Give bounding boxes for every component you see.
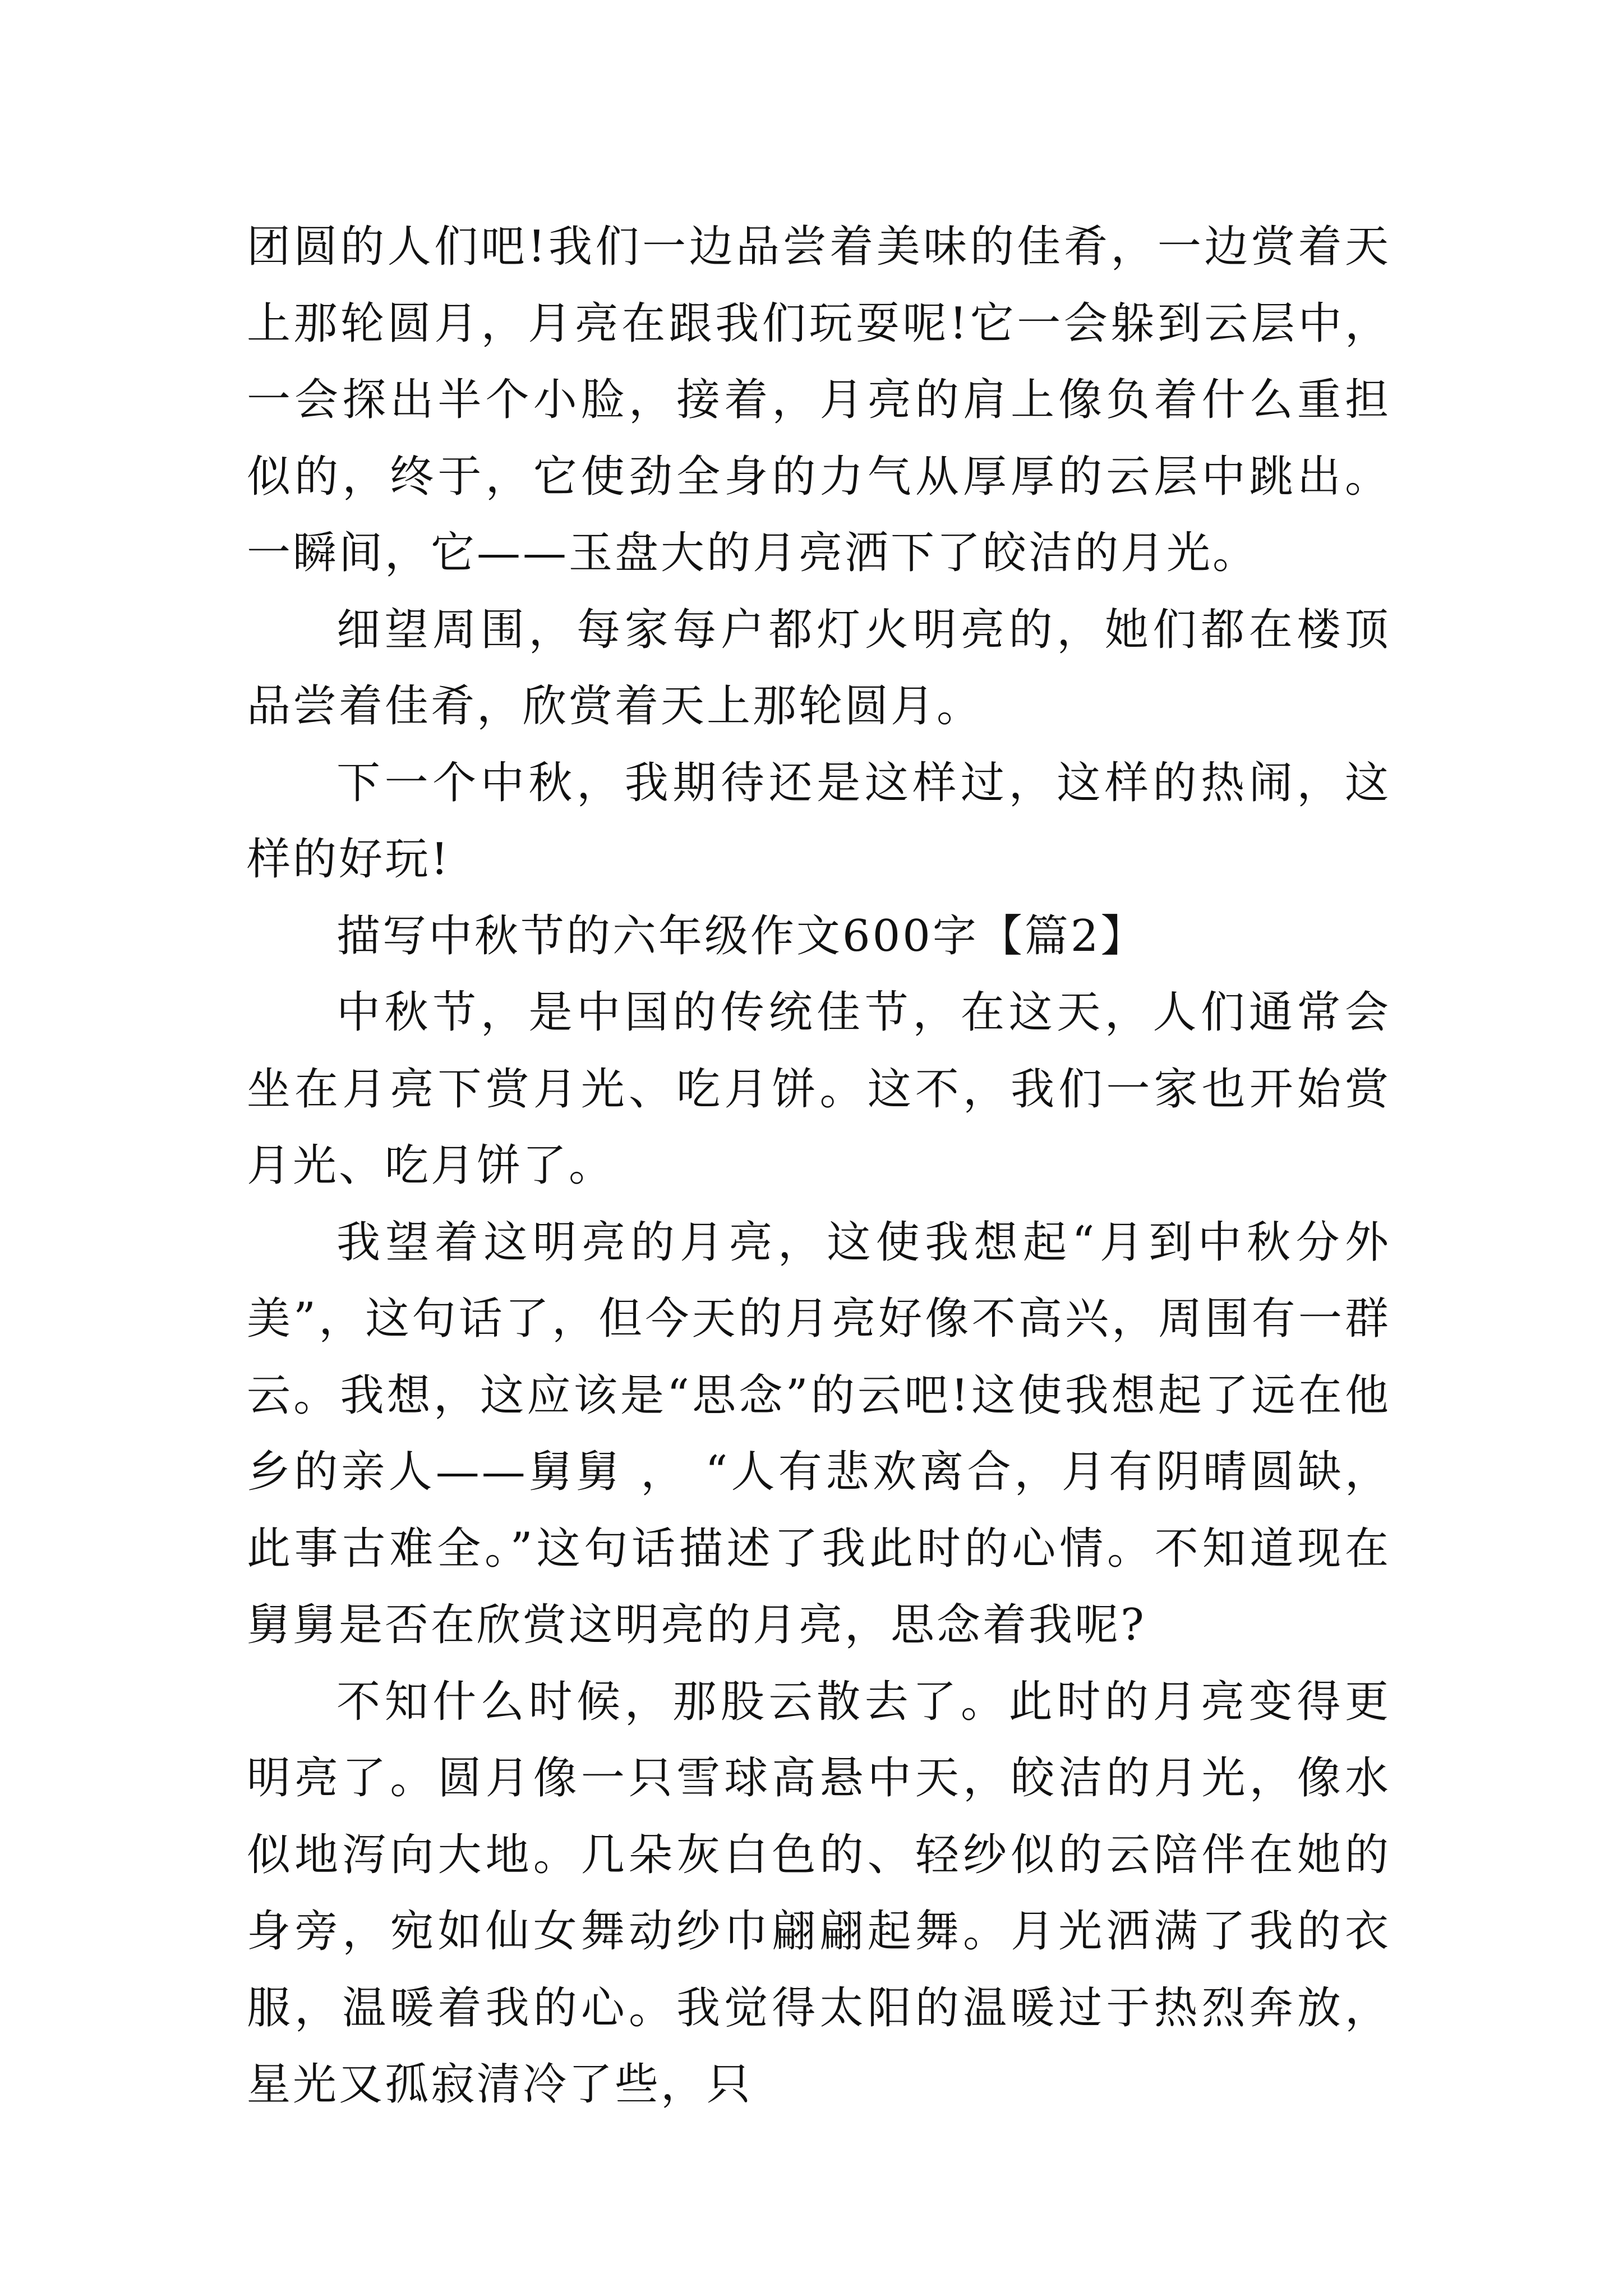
essay-title-part-2: 描写中秋节的六年级作文600字【篇2】 [336,910,1147,961]
paragraph-intro: 中秋节，是中国的传统佳节，在这天，人们通常会坐在月亮下赏月光、吃月饼。这不，我们一家也开始赏月光、吃月饼了。 [247,987,1391,1191]
paragraph-next-midautumn: 下一个中秋，我期待还是这样过，这样的热闹，这样的好玩! [247,757,1391,885]
paragraph-bright-moon: 不知什么时候，那股云散去了。此时的月亮变得更明亮了。圆月像一只雪球高悬中天，皎洁的月光，像水似地泻向大地。几朵灰白色的、轻纱似的云陪伴在她的身旁，宛如仙女舞动纱巾翩翩起舞。月光洒满了我的衣服，温暖着我的心。我觉得太阳的温暖过于热烈奔放，星光又孤寂清冷了些，只 [247,1676,1391,2110]
paragraph-surroundings: 细望周围，每家每户都灯火明亮的，她们都在楼顶品尝着佳肴，欣赏着天上那轮圆月。 [247,604,1391,731]
essay-body [247,209,1391,2123]
paragraph-missing-uncle: 我望着这明亮的月亮，这使我想起“月到中秋分外美”，这句话了，但今天的月亮好像不高兴，周围有一群云。我想，这应该是“思念”的云吧!这使我想起了远在他乡的亲人——舅舅 ， “人有悲欢离合，月有阴晴圆缺，此事古难全。”这句话描述了我此时的心情。不知道现在舅舅是否在欣赏这明亮的月亮，思念着我呢? [247,1217,1391,1650]
paragraph-continued: 团圆的人们吧!我们一边品尝着美味的佳肴，一边赏着天上那轮圆月，月亮在跟我们玩耍呢!它一会躲到云层中，一会探出半个小脸，接着，月亮的肩上像负着什么重担似的，终于，它使劲全身的力气从厚厚的云层中跳出。一瞬间，它——玉盘大的月亮洒下了皎洁的月光。 [247,222,1391,578]
